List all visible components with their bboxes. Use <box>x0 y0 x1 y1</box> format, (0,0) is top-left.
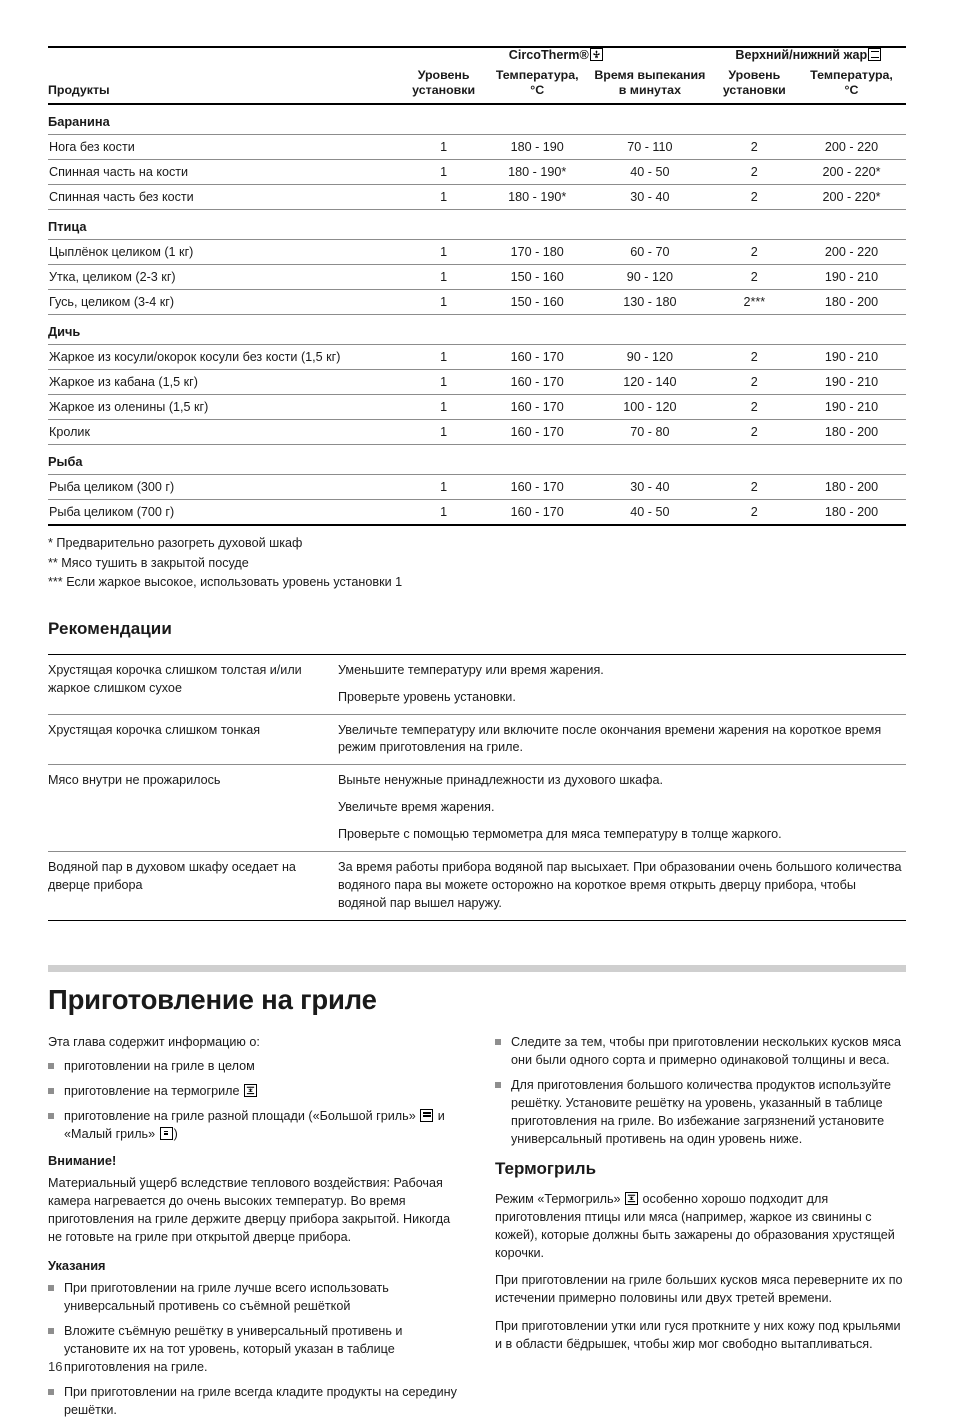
column-header-level-1 <box>401 65 486 104</box>
cell-temp-1: 170 - 180 <box>486 240 588 265</box>
list-item: При приготовлении на гриле лучше всего использовать универсальный противень со съёмной решёткой <box>48 1279 459 1315</box>
cell-level-2: 2 <box>712 160 797 185</box>
chapter-intro: Эта глава содержит информацию о: <box>48 1034 260 1049</box>
cell-level-2: 2*** <box>712 290 797 315</box>
recommendation-fix: Выньте ненужные принадлежности из духового шкафа. <box>338 773 664 788</box>
cell-time: 40 - 50 <box>588 500 712 526</box>
cell-temp-1: 160 - 170 <box>486 500 588 526</box>
thermogrill-paragraph-1 <box>495 1190 906 1263</box>
cell-level-2: 2 <box>712 240 797 265</box>
cell-product: Жаркое из косули/окорок косули без кости (1,5 кг) <box>48 345 401 370</box>
cell-temp-1: 150 - 160 <box>486 265 588 290</box>
group-header-updown <box>712 48 906 65</box>
cell-product: Рыба целиком (300 г) <box>48 475 401 500</box>
cell-product: Спинная часть на кости <box>48 160 401 185</box>
bullet-text-mid: и «Малый гриль» <box>64 1108 445 1142</box>
list-item: Вложите съёмную решётку в универсальный противень и установите их на тот уровень, который указан в таблице приготовления на гриле. <box>48 1322 459 1376</box>
cell-level-1: 1 <box>401 240 486 265</box>
table-footnotes <box>48 534 906 593</box>
list-item: Следите за тем, чтобы при приготовлении нескольких кусков мяса они были одного сорта и примерно одинаковой толщины и веса. <box>495 1033 906 1069</box>
chapter-title: Приготовление на гриле <box>48 983 377 1015</box>
recommendation-fix: Увеличьте температуру или включите после окончания времени жарения на короткое время режим приготовления на гриле. <box>338 722 882 755</box>
cell-level-2: 2 <box>712 500 797 526</box>
cell-product: Утка, целиком (2-3 кг) <box>48 265 401 290</box>
table-row <box>48 395 906 420</box>
level-1-line-1: Уровень <box>417 68 470 82</box>
recommendation-fix: Проверьте с помощью термометра для мяса температуру в толще жаркого. <box>338 827 782 842</box>
recommendation-fix: За время работы прибора водяной пар высыхает. При образовании очень большого количества водяного пара вы можете осторожно на короткое время открыть дверцу прибора, чтобы водяной пар вышел наружу. <box>338 859 902 910</box>
section-title: Дичь <box>48 315 906 345</box>
chapter-right-column <box>495 1033 906 1428</box>
cell-level-1: 1 <box>401 475 486 500</box>
upper-lower-heat-icon <box>868 48 881 61</box>
cell-temp-2: 190 - 210 <box>797 395 906 420</box>
temp-1-line-2: °C <box>530 83 545 98</box>
cell-temp-2: 180 - 200 <box>797 500 906 526</box>
recommendation-fixes <box>338 714 906 765</box>
chapter-intro-bullets <box>48 1057 459 1144</box>
footnote: *** Если жаркое высокое, использовать уровень установки 1 <box>48 575 403 590</box>
level-1-line-2: установки <box>412 83 476 98</box>
cell-level-1: 1 <box>401 160 486 185</box>
temp-1-line-1: Температура, <box>495 68 579 82</box>
cell-temp-1: 180 - 190* <box>486 185 588 210</box>
level-2-line-2: установки <box>722 83 786 98</box>
table-section-header <box>48 104 906 135</box>
recommendation-fix: Увеличьте время жарения. <box>338 800 495 815</box>
group-header-circotherm <box>401 48 712 65</box>
cell-temp-1: 160 - 170 <box>486 475 588 500</box>
recommendations-title: Рекомендации <box>48 618 172 638</box>
chapter-divider-bar <box>48 965 906 972</box>
table-row <box>48 475 906 500</box>
cell-level-2: 2 <box>712 185 797 210</box>
cell-level-2: 2 <box>712 420 797 445</box>
section-title: Баранина <box>48 104 906 135</box>
big-grill-icon <box>420 1109 433 1122</box>
cell-level-1: 1 <box>401 345 486 370</box>
thermogrill-p1-before: Режим «Термогриль» <box>495 1191 625 1206</box>
cell-time: 70 - 110 <box>588 135 712 160</box>
cell-level-2: 2 <box>712 475 797 500</box>
list-item <box>48 1057 459 1075</box>
bullet-text: приготовление на термогриле <box>64 1083 244 1098</box>
small-grill-icon <box>160 1127 173 1140</box>
footnote: ** Мясо тушить в закрытой посуде <box>48 555 249 570</box>
chapter-columns <box>48 1033 906 1428</box>
recommendation-fixes <box>338 765 906 852</box>
cell-time: 130 - 180 <box>588 290 712 315</box>
recommendation-row <box>48 714 906 765</box>
document-page <box>0 46 954 1418</box>
warning-title: Внимание! <box>48 1153 117 1169</box>
cell-level-1: 1 <box>401 185 486 210</box>
table-row <box>48 500 906 526</box>
circotherm-label: CircoTherm® <box>508 48 589 62</box>
column-header-time <box>588 65 712 104</box>
column-header-temp-2 <box>797 65 906 104</box>
recommendation-row <box>48 655 906 714</box>
warning-text: Материальный ущерб вследствие теплового воздействия: Рабочая камера нагревается до очень высоких температур. Во время приготовления на гриле держите дверцу прибора закрытой. Никогда не готовьте на гриле при открытой дверце прибора. <box>48 1175 451 1244</box>
cell-product: Рыба целиком (700 г) <box>48 500 401 526</box>
cell-time: 70 - 80 <box>588 420 712 445</box>
cell-temp-2: 180 - 200 <box>797 290 906 315</box>
table-row <box>48 370 906 395</box>
roasting-table-body <box>48 104 906 525</box>
list-item <box>48 1082 459 1100</box>
notes-right-list <box>495 1033 906 1149</box>
cell-time: 120 - 140 <box>588 370 712 395</box>
thermogrill-paragraph-2: При приготовлении на гриле больших кусков мяса переверните их по истечении примерно половины или двух третей времени. <box>495 1273 903 1306</box>
recommendations-table <box>48 654 906 921</box>
table-row <box>48 135 906 160</box>
column-header-level-2 <box>712 65 797 104</box>
cell-level-1: 1 <box>401 500 486 526</box>
table-section-header <box>48 445 906 475</box>
thermogrill-title: Термогриль <box>495 1159 597 1179</box>
table-row <box>48 420 906 445</box>
list-item <box>48 1107 459 1143</box>
table-row <box>48 265 906 290</box>
cell-time: 90 - 120 <box>588 265 712 290</box>
cell-product: Жаркое из оленины (1,5 кг) <box>48 395 401 420</box>
bullet-text-after: ) <box>173 1127 178 1142</box>
table-row <box>48 160 906 185</box>
cell-temp-2: 180 - 200 <box>797 420 906 445</box>
thermogrill-icon <box>625 1192 638 1205</box>
thermogrill-p1-after: особенно хорошо подходит для приготовления птицы или мяса (например, жаркое из свинины с кожей), которые должны быть зажарены до образования хрустящей корочки. <box>495 1191 895 1261</box>
recommendation-problem: Водяной пар в духовом шкафу оседает на дверце прибора <box>48 851 338 920</box>
recommendation-fixes <box>338 851 906 920</box>
cell-level-1: 1 <box>401 370 486 395</box>
column-header-temp-1 <box>486 65 588 104</box>
table-column-header-row <box>48 65 906 104</box>
cell-product: Цыплёнок целиком (1 кг) <box>48 240 401 265</box>
cell-temp-1: 150 - 160 <box>486 290 588 315</box>
cell-temp-1: 160 - 170 <box>486 395 588 420</box>
cell-time: 30 - 40 <box>588 475 712 500</box>
cell-level-2: 2 <box>712 265 797 290</box>
cell-time: 40 - 50 <box>588 160 712 185</box>
cell-temp-2: 190 - 210 <box>797 370 906 395</box>
cell-temp-2: 200 - 220 <box>797 135 906 160</box>
cell-temp-2: 200 - 220* <box>797 160 906 185</box>
footnote: * Предварительно разогреть духовой шкаф <box>48 536 303 551</box>
cell-time: 60 - 70 <box>588 240 712 265</box>
time-line-1: Время выпекания <box>594 68 706 82</box>
cell-temp-1: 160 - 170 <box>486 370 588 395</box>
cell-time: 90 - 120 <box>588 345 712 370</box>
fan-icon <box>590 48 603 61</box>
cell-product: Жаркое из кабана (1,5 кг) <box>48 370 401 395</box>
cell-level-2: 2 <box>712 135 797 160</box>
bullet-text: приготовление на гриле разной площади («Большой гриль» <box>64 1108 420 1123</box>
cell-level-2: 2 <box>712 370 797 395</box>
chapter-left-column <box>48 1033 459 1428</box>
recommendations-body <box>48 655 906 920</box>
cell-level-1: 1 <box>401 265 486 290</box>
notes-left-list <box>48 1279 459 1420</box>
temp-2-line-1: Температура, <box>810 68 893 82</box>
cell-product: Кролик <box>48 420 401 445</box>
thermogrill-paragraph-3: При приготовлении утки или гуся проткните у них кожу под крыльями и в области бёдрышек, чтобы жир мог свободно вытапливаться. <box>495 1318 901 1351</box>
cell-temp-1: 180 - 190 <box>486 135 588 160</box>
cell-time: 100 - 120 <box>588 395 712 420</box>
group-header-spacer <box>48 48 401 65</box>
cell-temp-2: 190 - 210 <box>797 345 906 370</box>
section-title: Птица <box>48 210 906 240</box>
recommendation-row <box>48 851 906 920</box>
cell-temp-2: 190 - 210 <box>797 265 906 290</box>
cell-level-2: 2 <box>712 345 797 370</box>
table-section-header <box>48 210 906 240</box>
table-row <box>48 240 906 265</box>
table-section-header <box>48 315 906 345</box>
cell-time: 30 - 40 <box>588 185 712 210</box>
table-row <box>48 290 906 315</box>
cell-temp-2: 200 - 220* <box>797 185 906 210</box>
cell-temp-2: 180 - 200 <box>797 475 906 500</box>
bullet-text: приготовлении на гриле в целом <box>64 1058 255 1073</box>
recommendation-problem: Мясо внутри не прожарилось <box>48 765 338 852</box>
cell-level-2: 2 <box>712 395 797 420</box>
recommendation-fixes <box>338 655 906 714</box>
recommendation-fix: Проверьте уровень установки. <box>338 689 516 704</box>
cell-product: Спинная часть без кости <box>48 185 401 210</box>
cell-level-1: 1 <box>401 290 486 315</box>
cell-product: Гусь, целиком (3-4 кг) <box>48 290 401 315</box>
page-number: 16 <box>48 1359 63 1374</box>
cell-temp-2: 200 - 220 <box>797 240 906 265</box>
cell-product: Нога без кости <box>48 135 401 160</box>
cell-temp-1: 160 - 170 <box>486 420 588 445</box>
recommendation-row <box>48 765 906 852</box>
recommendation-fix: Уменьшите температуру или время жарения. <box>338 662 604 677</box>
level-2-line-1: Уровень <box>728 68 781 82</box>
cell-level-1: 1 <box>401 420 486 445</box>
recommendation-problem: Хрустящая корочка слишком толстая и/или жаркое слишком сухое <box>48 655 338 714</box>
table-row <box>48 185 906 210</box>
cell-level-1: 1 <box>401 135 486 160</box>
cell-temp-1: 180 - 190* <box>486 160 588 185</box>
cell-temp-1: 160 - 170 <box>486 345 588 370</box>
table-row <box>48 345 906 370</box>
roasting-table <box>48 46 906 526</box>
temp-2-line-2: °C <box>844 83 859 98</box>
column-header-products: Продукты <box>48 65 401 104</box>
section-title: Рыба <box>48 445 906 475</box>
table-group-header-row <box>48 48 906 65</box>
list-item: При приготовлении на гриле всегда кладите продукты на середину решётки. <box>48 1383 459 1419</box>
recommendation-problem: Хрустящая корочка слишком тонкая <box>48 714 338 765</box>
list-item: Для приготовления большого количества продуктов используйте решётку. Установите решётку на уровень, указанный в таблице приготовления на гриле. Во избежание загрязнений установите универсальный противень на один уровень ниже. <box>495 1076 906 1149</box>
thermogrill-icon <box>244 1084 257 1097</box>
updown-label: Верхний/нижний жар <box>735 48 868 62</box>
notes-title: Указания <box>48 1258 106 1274</box>
cell-level-1: 1 <box>401 395 486 420</box>
time-line-2: в минутах <box>618 83 681 98</box>
